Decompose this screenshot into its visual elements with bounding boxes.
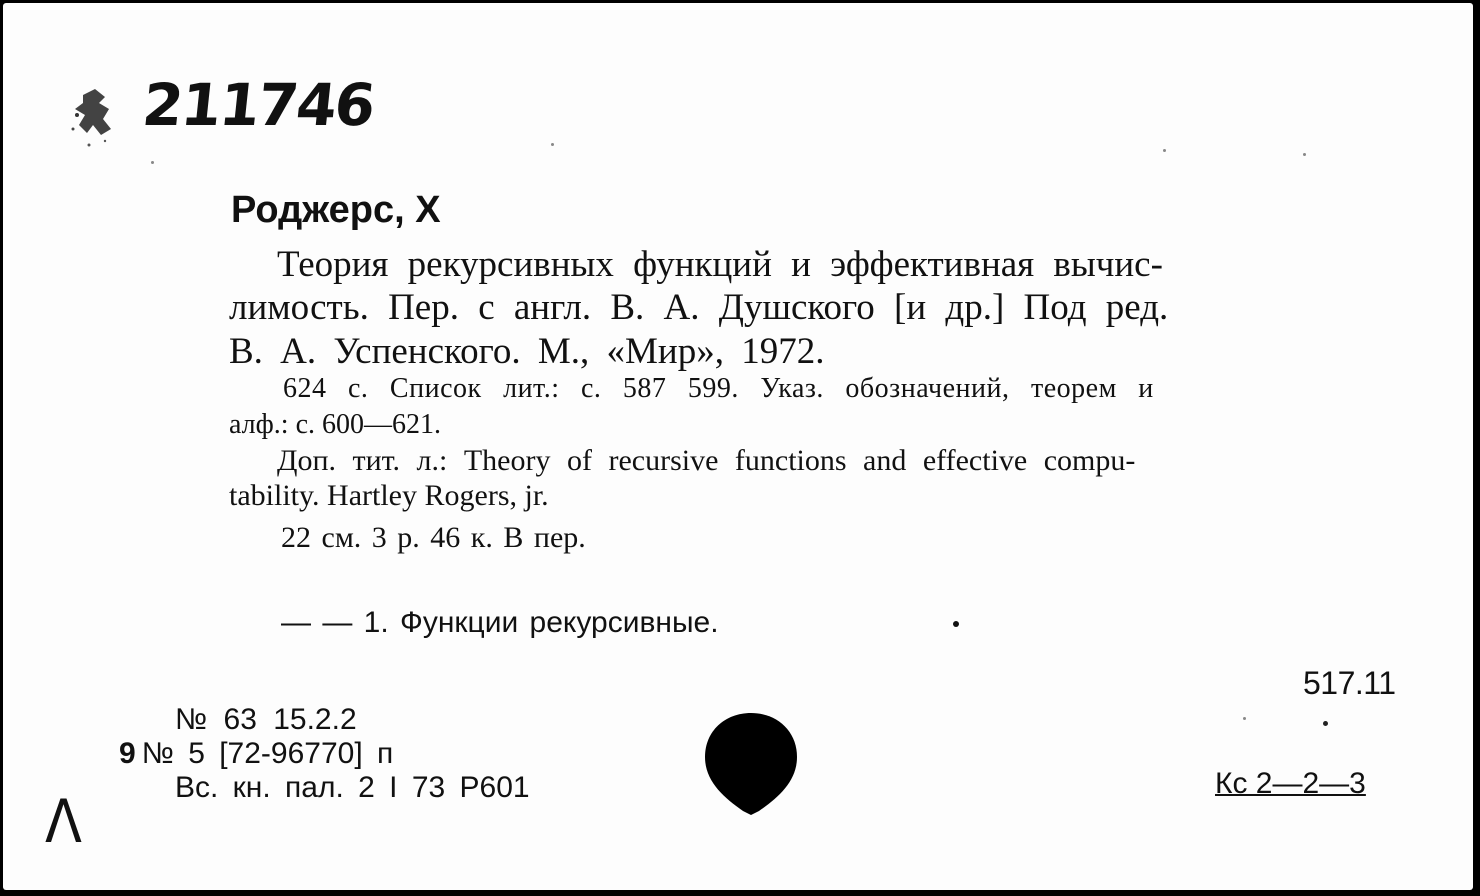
ink-dot	[953, 621, 959, 627]
title-line-2: лимость. Пер. с англ. В. А. Душского [и др.] Под ред.	[229, 287, 1169, 328]
description-line-4: tability. Hartley Rogers, jr.	[229, 479, 549, 512]
speck	[1243, 717, 1246, 720]
author-heading: Роджерс, Х	[231, 189, 441, 231]
control-prefix: 9	[119, 737, 136, 770]
speck	[1163, 149, 1166, 152]
inventory-number: 211746	[139, 71, 377, 139]
shelf-mark: Кс 2—2—3	[1215, 767, 1366, 800]
control-line-2-text: № 5 [72-96770] п	[141, 737, 394, 770]
description-line-2: алф.: с. 600—621.	[229, 409, 441, 440]
speck	[1303, 153, 1306, 156]
control-line-2	[119, 737, 393, 771]
ink-dot	[1323, 721, 1328, 726]
description-line-3: Доп. тит. л.: Theory of recursive functions and effective compu-	[277, 444, 1136, 477]
control-line-3: Вс. кн. пал. 2 I 73 Р601	[175, 771, 530, 804]
classification-number: 517.11	[1303, 665, 1396, 701]
description-line-1: 624 с. Список лит.: с. 587 599. Указ. обозначений, теорем и	[283, 373, 1154, 404]
punch-hole	[703, 711, 799, 815]
title-line-3: В. А. Успенского. М., «Мир», 1972.	[229, 331, 825, 372]
speck	[151, 161, 154, 164]
stamp-mark	[65, 85, 123, 155]
corner-mark: Λ	[45, 787, 82, 857]
title-line-1: Теория рекурсивных функций и эффективная вычис-	[277, 244, 1163, 285]
speck	[551, 143, 554, 146]
subject-heading: — — 1. Функции рекурсивные.	[281, 606, 719, 639]
catalog-card	[3, 3, 1473, 890]
description-line-5: 22 см. 3 р. 46 к. В пер.	[281, 521, 586, 554]
control-line-1: № 63 15.2.2	[175, 703, 357, 736]
